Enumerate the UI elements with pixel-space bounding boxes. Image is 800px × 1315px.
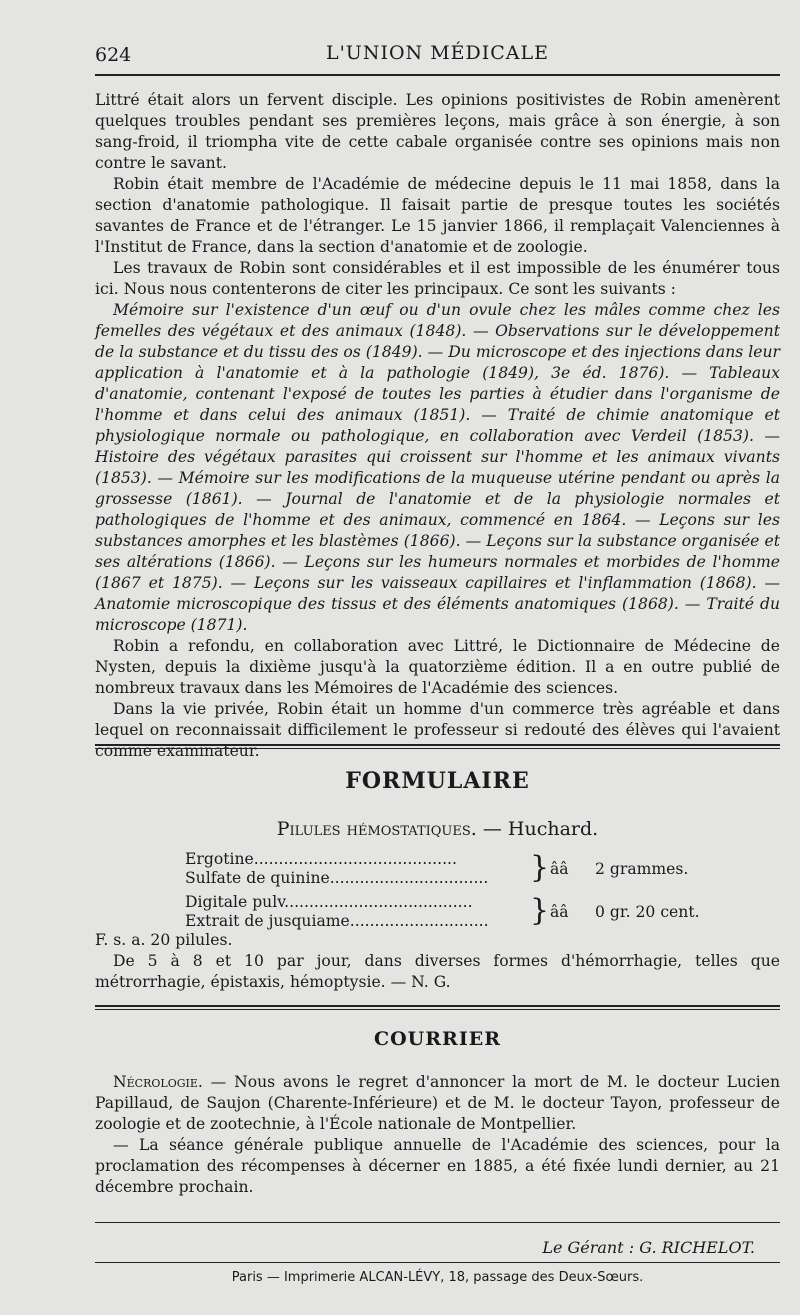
recipe-row bbox=[185, 893, 705, 931]
section-divider bbox=[95, 744, 780, 746]
imprint: Paris — Imprimerie ALCAN-LÉVY, 18, passage des Deux-Sœurs. bbox=[231, 1270, 644, 1285]
section-divider bbox=[95, 1005, 780, 1007]
article-paragraph: Robin a refondu, en collaboration avec Littré, le Dictionnaire de Médecine de Nysten, depuis la dixième jusqu'à la quatorzième édition. Il a en outre publié de nombreux travaux dans les Mémoires de l'Académie des sciences. bbox=[95, 637, 780, 697]
page-number: 624 bbox=[95, 44, 132, 66]
aa-mark: ââ bbox=[550, 860, 569, 878]
seance-paragraph: — La séance générale publique annuelle de l'Académie des sciences, pour la proclamation des récompenses à décerner en 1885, a été fixée lundi dernier, au 21 décembre prochain. bbox=[95, 1136, 780, 1196]
recipe-row bbox=[185, 850, 705, 888]
formulaire-subtitle bbox=[95, 818, 780, 840]
section-divider-thin bbox=[95, 748, 780, 749]
aa-mark: ââ bbox=[550, 903, 569, 921]
works-list: Mémoire sur l'existence d'un œuf ou d'un ovule chez les mâles comme chez les femelles des végétaux et des animaux (1848). — Observations sur le développement de la substance et du tissu des os (1849). — Du microscope et des injections dans leur application à l'anatomie et à la pathologie (1849), 3e éd. 1876). — Tableaux d'anatomie, contenant l'exposé de toutes les parties à étudier dans l'organisme de l'homme et dans celui des animaux (1851). — Traité de chimie anatomique et physiologique normale ou pathologique, en collaboration avec Verdeil (1853). — Histoire des végétaux parasites qui croissent sur l'homme et les animaux vivants (1853). — Mémoire sur les modifications de la muqueuse utérine pendant ou après la grossesse (1861). — Journal de l'anatomie et de la physiologie normales et pathologiques de l'homme et des animaux, commencé en 1864. — Leçons sur les substances amorphes et les blastèmes (1866). — Leçons sur la substance organisée et ses altérations (1866). — Leçons sur les humeurs normales et morbides de l'homme (1867 et 1875). — Leçons sur les vaisseaux capillaires et l'inflammation (1868). — Anatomie microscopique des tissus et des éléments anatomiques (1868). — Traité du microscope (1871). bbox=[95, 301, 780, 634]
recipe-author: — Huchard. bbox=[482, 818, 599, 840]
formulaire-title: FORMULAIRE bbox=[345, 768, 530, 794]
necrology-paragraph bbox=[95, 1072, 780, 1135]
recipe-table bbox=[185, 850, 705, 931]
courrier-text bbox=[95, 1072, 780, 1198]
ingredient: Ergotine......................................... bbox=[185, 850, 457, 868]
recipe-name: Pilules hémostatiques. bbox=[276, 818, 477, 840]
necrology-text: — Nous avons le regret d'annoncer la mort de M. le docteur Lucien Papillaud, de Saujon (Charente-Inférieure) et de M. le docteur Tayon, professeur de zoologie et de zootechnie, à l'École nationale de Montpellier. bbox=[95, 1073, 780, 1133]
quantity: 2 grammes. bbox=[595, 860, 689, 878]
formula-instruction: F. s. a. 20 pilules. bbox=[95, 931, 233, 949]
article-paragraph: Littré était alors un fervent disciple. Les opinions positivistes de Robin amenèrent quelques troubles pendant ses premières leçons, mais grâce à son énergie, à son sang-froid, il triompha vite de cette cabale organisée contre ses opinions mais non contre le savant. bbox=[95, 91, 780, 172]
page-header bbox=[95, 40, 780, 70]
article-paragraph: Dans la vie privée, Robin était un homme d'un commerce très agréable et dans lequel on reconnaissait difficilement le professeur si redouté des élèves qui l'avaient comme examinateur. bbox=[95, 700, 780, 760]
article-paragraph: Robin était membre de l'Académie de médecine depuis le 11 mai 1858, dans la section d'anatomie pathologique. Il faisait partie de presque toutes les sociétés savantes de France et de l'étranger. Le 15 janvier 1866, il remplaçait Valenciennes à l'Institut de France, dans la section d'anatomie et de zoologie. bbox=[95, 175, 780, 256]
ingredient: Digitale pulv...................................... bbox=[185, 893, 473, 911]
brace-icon: } bbox=[530, 893, 550, 928]
header-rule bbox=[95, 74, 780, 76]
section-divider-thin bbox=[95, 1009, 780, 1010]
formulaire-text bbox=[95, 930, 780, 993]
brace-icon: } bbox=[530, 850, 550, 885]
imprint-rule bbox=[95, 1262, 780, 1263]
journal-title: L'UNION MÉDICALE bbox=[325, 42, 550, 64]
ingredient: Sulfate de quinine................................ bbox=[185, 869, 489, 887]
footer-rule bbox=[95, 1222, 780, 1223]
dosage-text: De 5 à 8 et 10 par jour, dans diverses formes d'hémorrhagie, telles que métrorrhagie, épistaxis, hémoptysie. — N. G. bbox=[95, 952, 780, 991]
article-text bbox=[95, 90, 780, 762]
necrology-label: Nécrologie. bbox=[113, 1073, 203, 1091]
signature: Le Gérant : G. RICHELOT. bbox=[542, 1238, 755, 1257]
quantity: 0 gr. 20 cent. bbox=[595, 903, 700, 921]
ingredient: Extrait de jusquiame............................ bbox=[185, 912, 489, 930]
article-paragraph: Les travaux de Robin sont considérables et il est impossible de les énumérer tous ici. Nous nous contenterons de citer les principaux. Ce sont les suivants : bbox=[95, 259, 780, 298]
courrier-title: COURRIER bbox=[374, 1028, 501, 1050]
